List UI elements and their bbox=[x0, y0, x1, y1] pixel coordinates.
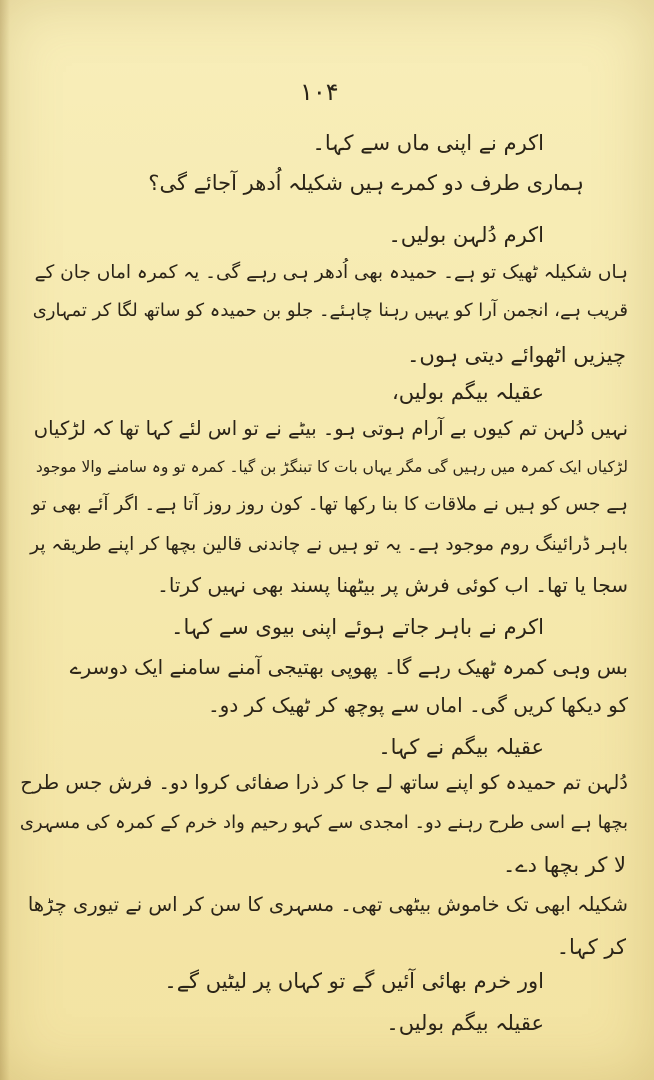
text-line-10: ہے جس کو ہیں نے ملاقات کا بنا رکھا تھا۔ کون روز روز آتا ہے۔ اگر آئے بھی تو bbox=[31, 494, 628, 515]
text-line-2: ہماری طرف دو کمرے ہیں شکیلہ اُدھر آجائے گی؟ bbox=[148, 171, 584, 195]
text-line-19: لا کر بچھا دے۔ bbox=[502, 853, 626, 877]
text-line-4: ہاں شکیلہ ٹھیک تو ہے۔ حمیدہ بھی اُدھر ہی رہے گی۔ یہ کمرہ اماں جان کے bbox=[34, 262, 628, 283]
text-line-21: کر کہا۔ bbox=[556, 935, 626, 959]
text-line-16: عقیلہ بیگم نے کہا۔ bbox=[378, 735, 544, 759]
page-number: ۱۰۴ bbox=[300, 78, 339, 106]
text-line-1: اکرم نے اپنی ماں سے کہا۔ bbox=[312, 131, 544, 155]
text-line-5: قریب ہے، انجمن آرا کو یہیں رہنا چاہئے۔ جلو بن حمیدہ کو ساتھ لگا کر تمہاری bbox=[32, 300, 628, 321]
text-line-14: بس وہی کمرہ ٹھیک رہے گا۔ پھوپی بھتیجی آمنے سامنے ایک دوسرے bbox=[69, 655, 628, 679]
text-line-23: عقیلہ بیگم بولیں۔ bbox=[386, 1011, 544, 1035]
text-line-13: اکرم نے باہر جاتے ہوئے اپنی بیوی سے کہا۔ bbox=[171, 615, 544, 639]
text-line-6: چیزیں اٹھوائے دیتی ہوں۔ bbox=[407, 343, 626, 367]
text-line-12: سجا یا تھا۔ اب کوئی فرش پر بیٹھنا پسند بھی نہیں کرتا۔ bbox=[157, 573, 628, 597]
text-line-8: نہیں دُلہن تم کیوں بے آرام ہوتی ہو۔ بیٹے نے تو اس لئے کہا تھا کہ لڑکیاں bbox=[33, 417, 628, 440]
text-line-9: لڑکیاں ایک کمرہ میں رہیں گی مگر یہاں بات کا تبنگڑ بن گیا۔ کمرہ تو وہ سامنے والا موجود bbox=[35, 458, 628, 476]
text-line-20: شکیلہ ابھی تک خاموش بیٹھی تھی۔ مسہری کا سن کر اس نے تیوری چڑھا bbox=[27, 893, 628, 916]
text-line-18: بچھا ہے اسی طرح رہنے دو۔ امجدی سے کہو رحیم واد خرم کے کمرہ کی مسہری bbox=[19, 812, 628, 833]
text-line-11: باہر ڈرائینگ روم موجود ہے۔ یہ تو ہیں نے چاندنی قالین بچھا کر اپنے طریقہ پر bbox=[30, 534, 628, 555]
text-line-7: عقیلہ بیگم بولیں، bbox=[391, 380, 544, 404]
text-line-17: دُلہن تم حمیدہ کو اپنے ساتھ لے جا کر ذرا صفائی کروا دو۔ فرش جس طرح bbox=[20, 771, 628, 794]
page-binding-shadow bbox=[0, 0, 10, 1080]
text-line-15: کو دیکھا کریں گی۔ اماں سے پوچھ کر ٹھیک کر دو۔ bbox=[207, 693, 628, 717]
text-line-22: اور خرم بھائی آئیں گے تو کہاں پر لیٹیں گے۔ bbox=[164, 969, 544, 993]
text-line-3: اکرم دُلہن بولیں۔ bbox=[388, 223, 544, 247]
